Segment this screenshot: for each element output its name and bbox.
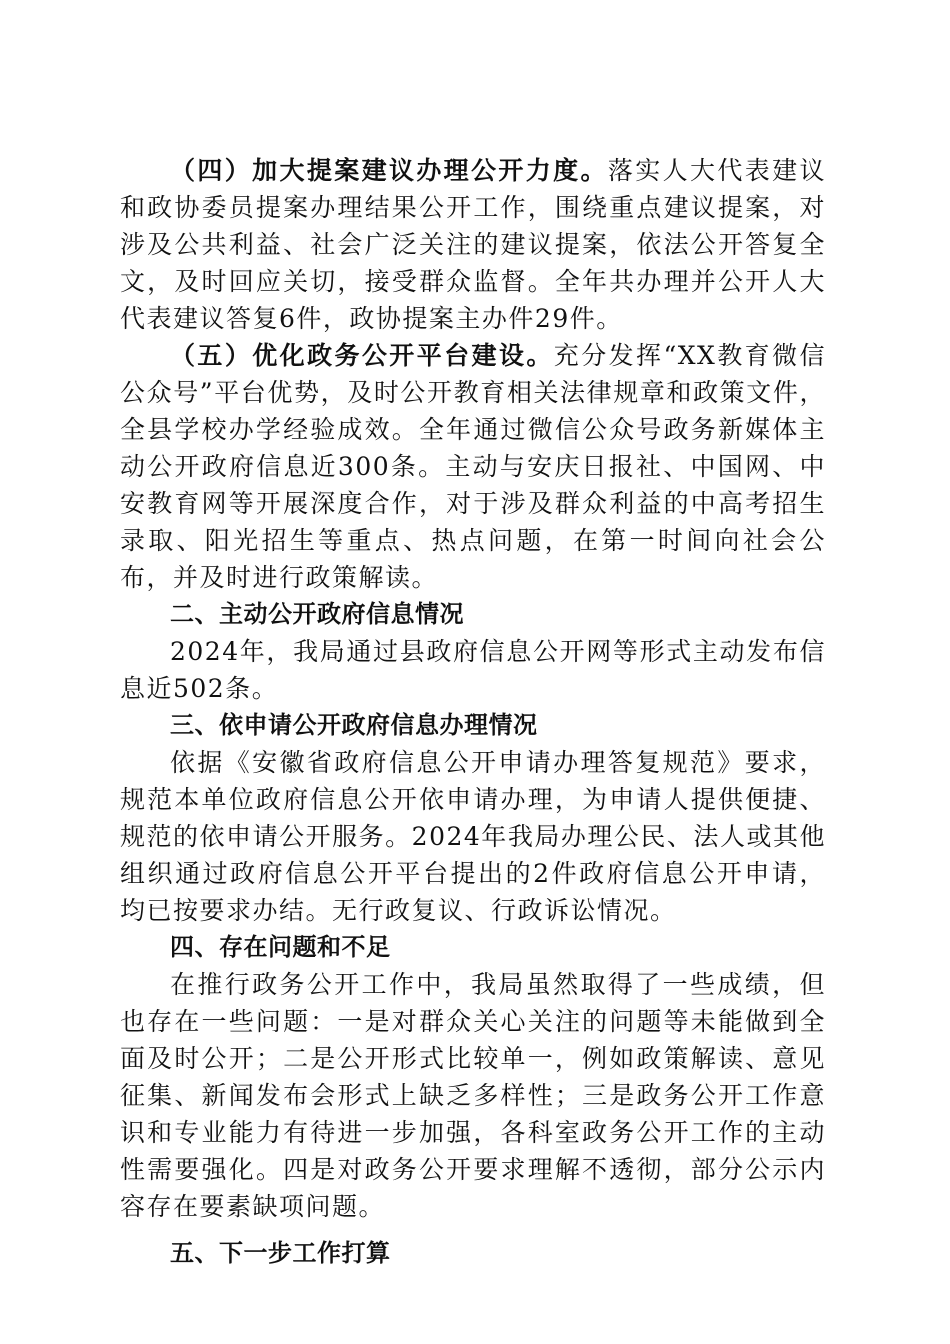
paragraph-lead: （四）加大提案建议办理公开力度。 (170, 156, 608, 185)
section-heading-problems: 四、存在问题和不足 (170, 933, 391, 961)
paragraph-body: 充分发挥“XX教育微信公众号”平台优势，及时公开教育相关法律规章和政策文件，全县学校办学经验成效。全年通过微信公众号政务新媒体主动公开政府信息近300条。主动与安庆日报社、中国网、中安教育网等开展深度合作，对于涉及群众利益的中高考招生录取、阳光招生等重点、热点问题，在第一时间向社会公布，并及时进行政策解读。 (120, 341, 826, 592)
paragraph-application-disclosure: 依据《安徽省政府信息公开申请办理答复规范》要求，规范本单位政府信息公开依申请办理，为申请人提供便捷、规范的依申请公开服务。2024年我局办理公民、法人或其他组织通过政府信息公开平台提出的2件政府信息公开申请，均已按要求办结。无行政复议、行政诉讼情况。 (120, 748, 826, 925)
document-page (120, 152, 826, 1272)
paragraph-body: 落实人大代表建议和政协委员提案办理结果公开工作，围绕重点建议提案，对涉及公共利益、社会广泛关注的建议提案，依法公开答复全文，及时回应关切，接受群众监督。全年共办理并公开人大代表建议答复6件，政协提案主办件29件。 (120, 156, 826, 333)
section-heading-next-steps: 五、下一步工作打算 (170, 1239, 391, 1267)
paragraph-problems: 在推行政务公开工作中，我局虽然取得了一些成绩，但也存在一些问题：一是对群众关心关注的问题等未能做到全面及时公开；二是公开形式比较单一，例如政策解读、意见征集、新闻发布会形式上缺乏多样性；三是政务公开工作意识和专业能力有待进一步加强，各科室政务公开工作的主动性需要强化。四是对政务公开要求理解不透彻，部分公示内容存在要素缺项问题。 (120, 970, 826, 1221)
paragraph-proposal-disclosure (120, 152, 826, 337)
section-heading-active-disclosure: 二、主动公开政府信息情况 (170, 600, 464, 628)
paragraph-platform-construction (120, 337, 826, 596)
paragraph-active-disclosure: 2024年，我局通过县政府信息公开网等形式主动发布信息近502条。 (120, 637, 826, 703)
paragraph-lead: （五）优化政务公开平台建设。 (170, 341, 554, 370)
section-heading-application-disclosure: 三、依申请公开政府信息办理情况 (170, 711, 538, 739)
